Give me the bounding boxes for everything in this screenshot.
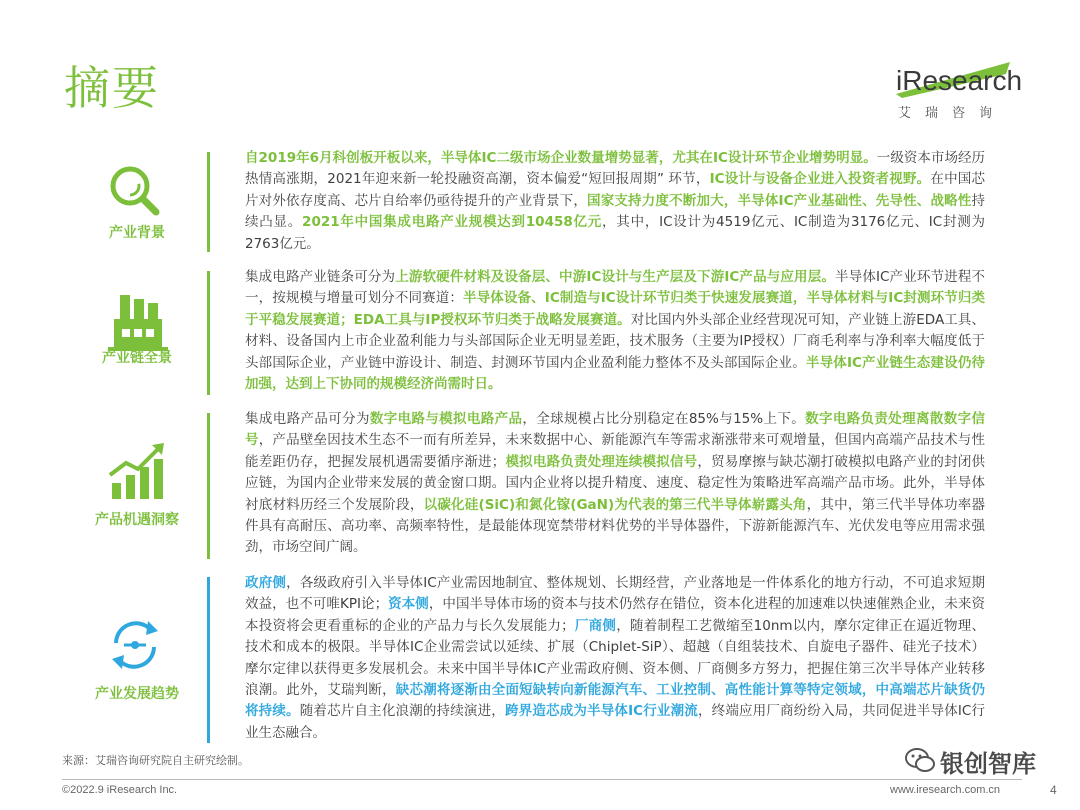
body-text: 半导体IC产业环节进程不一，按规模与增量可划分不同赛道：	[245, 269, 985, 307]
highlighted-text: 模拟电路负责处理连续模拟信号	[505, 453, 698, 470]
section-product-opportunity	[0, 409, 1080, 561]
wechat-icon	[904, 746, 936, 774]
highlighted-text: 以碳化硅(SiC)和氮化镓(GaN)为代表的第三代半导体崭露头角	[423, 496, 807, 513]
section-divider	[207, 577, 210, 743]
section-label: 产业背景	[109, 225, 165, 241]
magnifier-icon	[100, 160, 170, 224]
body-text: ，全球规模占比分别稳定在85%与15%上下。	[522, 411, 806, 427]
body-text: 持续凸显。	[245, 192, 985, 231]
body-text: ，各级政府引入半导体IC产业需因地制宜、整体规划、长期经营，产业落地是一件体系化的地方行动，不可追求短期效益，也不可唯KPI论；	[245, 575, 986, 613]
watermark	[900, 740, 1080, 780]
body-text: ，其中，IC设计为4519亿元、IC制造为3176亿元、IC封测为2763亿元。	[245, 214, 986, 252]
section-label: 产业链全景	[102, 350, 172, 366]
highlighted-text: 缺芯潮将逐渐由全面短缺转向新能源汽车、工业控制、高性能计算等特定领域，中高端芯片缺货仍将持续。	[245, 682, 986, 720]
section-label: 产业发展趋势	[95, 686, 179, 702]
page-title: 摘要	[64, 61, 160, 115]
watermark-text: 银创智库	[940, 750, 1036, 778]
highlighted-text: IC设计与设备企业进入投资者视野。	[709, 171, 931, 188]
body-text: 集成电路产品可分为	[245, 411, 370, 427]
section-text	[245, 409, 985, 559]
section-text	[245, 148, 985, 255]
highlighted-text: 半导体IC产业链生态建设仍待加强，达到上下协同的规模经济尚需时日。	[245, 354, 986, 393]
highlighted-text: 上游软硬件材料及设备层、中游IC设计与生产层及下游IC产品与应用层。	[395, 269, 836, 285]
section-text	[245, 267, 985, 395]
section-divider	[207, 271, 210, 395]
section-industry-background	[0, 148, 1080, 256]
body-text: ，其中，第三代半导体功率器件具有高耐压、高功率、高频率特性，是最能体现宽禁带材料优势的半导体器件，下游新能源汽车、光伏发电等应用需求强劲，市场空间广阔。	[245, 496, 986, 556]
highlighted-text: 自2019年6月科创板开板以来，半导体IC二级市场企业数量增势显著，尤其在IC设计环节企业增势明显。	[245, 150, 877, 166]
highlighted-text: 政府侧	[245, 575, 287, 591]
body-text: 对比国内外头部企业经营现况可知，产业链上游EDA工具、材料、设备国内上市企业盈利能力与头部国际企业无明显差距，技术服务（主要为IP授权）厂商毛利率与净利率大幅度低于头部国际企业，产业链中游设计、制造、封测环节国内企业盈利能力整体不及头部国际企业。	[245, 311, 985, 371]
site-url: www.iresearch.com.cn	[890, 784, 1001, 796]
body-text: ，产品壁垒因技术生态不一而有所差异，未来数据中心、新能源汽车等需求渐涨带来可观增量，但国内高端产品技术与性能差距仍存，把握发展机遇需要循序渐进；	[245, 432, 986, 470]
section-divider	[207, 152, 210, 252]
highlighted-text: 跨界造芯成为半导体IC行业潮流	[504, 703, 698, 720]
body-text: 集成电路产业链条可分为	[245, 269, 396, 285]
factory-icon	[100, 289, 170, 353]
highlighted-text: 2021年中国集成电路产业规模达到10458亿元	[302, 214, 603, 231]
section-label: 产品机遇洞察	[95, 512, 179, 528]
section-industry-chain	[0, 267, 1080, 397]
logo-wordmark: iResearch	[896, 65, 1023, 96]
highlighted-text: 资本侧	[388, 596, 429, 613]
page-number: 4	[1050, 783, 1057, 797]
highlighted-text: 数字电路与模拟电路产品	[369, 411, 523, 427]
highlighted-text: 半导体设备、IC制造与IC设计环节归类于快速发展赛道，半导体材料与IC封测环节归类于平稳发展赛道；EDA工具与IP授权环节归类于战略发展赛道。	[245, 290, 986, 328]
section-divider	[207, 413, 210, 559]
body-text: 一级资本市场经历热情高涨期，2021年迎来新一轮投融资高潮，资本偏爱“短回报周期” 环节，	[245, 150, 986, 188]
body-text: ，随着制程工艺微缩至10nm以内，摩尔定律正在逼近物理、技术和成本的极限。半导体IC企业需尝试以延续、扩展（Chiplet-SiP）、超越（自组装技术、自旋电子器件、硅光子技术）摩尔定律以获得更多发展机会。未来中国半导体IC产业需政府侧、资本侧、厂商侧多方努力，把握住第三次半导体产业转移浪潮。此外，艾瑞判断，	[245, 617, 986, 699]
copyright: ©2022.9 iResearch Inc.	[62, 784, 178, 796]
section-development-trend	[0, 573, 1080, 745]
growth-chart-icon	[100, 439, 170, 503]
body-text: 在中国芯片对外依存度高、芯片自给率仍亟待提升的产业背景下，	[245, 171, 986, 209]
source-note: 来源：艾瑞咨询研究院自主研究绘制。	[62, 754, 249, 767]
section-text	[245, 573, 985, 744]
logo-subtitle: 艾瑞咨询	[898, 106, 1007, 121]
iresearch-logo	[868, 58, 1028, 128]
highlighted-text: 数字电路负责处理离散数字信号	[245, 411, 986, 449]
cycle-arrows-icon	[100, 613, 170, 677]
body-text: ，终端应用厂商纷纷入局，共同促进半导体IC行业生态融合。	[245, 703, 985, 741]
highlighted-text: 国家支持力度不断加大，半导体IC产业基础性、先导性、战略性	[587, 192, 972, 209]
body-text: ，贸易摩擦与缺芯潮打破模拟电路产业的封闭供应链，为国内企业带来发展的黄金窗口期。国内企业将以提升精度、速度、稳定性为策略进军高端产品市场。此外，半导体衬底材料历经三个发展阶段，	[245, 453, 986, 513]
footer-divider	[62, 779, 1022, 780]
body-text: 随着芯片自主化浪潮的持续演进，	[299, 703, 505, 720]
highlighted-text: 厂商侧	[574, 617, 617, 634]
body-text: ，中国半导体市场的资本与技术仍然存在错位，资本化进程的加速难以快速催熟企业，未来资本投资将会更看重标的企业的产品力与长久发展能力；	[245, 596, 985, 634]
